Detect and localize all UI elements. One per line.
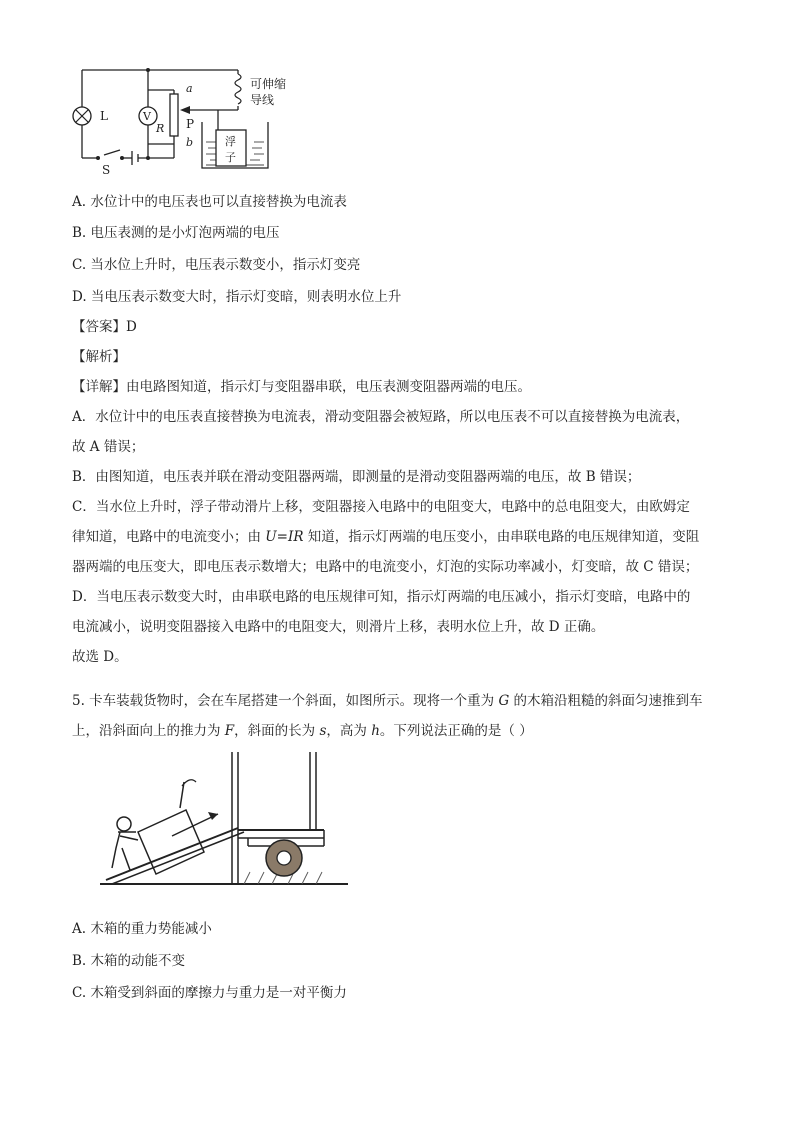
end-b-label: b bbox=[186, 136, 194, 149]
detail-c-line3: 器两端的电压变大，即电压表示数增大；电路中的电流变小，灯泡的实际功率减小，灯变暗，故 C 错误； bbox=[72, 559, 699, 575]
q5-height-symbol: h bbox=[371, 723, 380, 739]
lamp-label: L bbox=[100, 109, 108, 123]
float-label-2: 子 bbox=[225, 151, 236, 164]
detail-b-line1: B．由图知道，电压表并联在滑动变阻器两端，即测量的是滑动变阻器两端的电压，故 B 错误； bbox=[72, 469, 641, 485]
detail-intro: 由电路图知道，指示灯与变阻器串联，电压表测变阻器两端的电压。 bbox=[126, 379, 531, 395]
detail-paragraph bbox=[72, 372, 722, 672]
detail-c-line1: C．当水位上升时，浮子带动滑片上移，变阻器接入电路中的电阻变大，电路中的总电阻变大，由欧姆定 bbox=[72, 499, 690, 515]
q5-l2-part4: 。下列说法正确的是（ ） bbox=[379, 723, 533, 739]
q5-l2-part3: ，高为 bbox=[326, 723, 372, 739]
q5-l1-end: 的木箱沿粗糙的斜面匀速推到车 bbox=[509, 693, 703, 709]
answer-line bbox=[72, 317, 137, 337]
formula: U=IR bbox=[265, 529, 304, 545]
slider-label: P bbox=[186, 117, 195, 131]
q5-stem bbox=[72, 686, 722, 746]
answer-value: D bbox=[126, 319, 137, 335]
switch-label: S bbox=[102, 163, 111, 177]
voltmeter-label: V bbox=[143, 110, 151, 123]
q5-l2-part2: ，斜面的长为 bbox=[234, 723, 320, 739]
answer-label: 【答案】 bbox=[72, 319, 126, 335]
detail-c-line2 bbox=[72, 522, 722, 552]
wire-label-line2: 导线 bbox=[250, 93, 275, 107]
q5-l2-part1: 上，沿斜面向上的推力为 bbox=[72, 723, 225, 739]
detail-conclusion: 故选 D。 bbox=[72, 649, 128, 665]
q4-option-b: B. 电压表测的是小灯泡两端的电压 bbox=[72, 225, 280, 241]
wire-label-line1: 可伸缩 bbox=[250, 77, 287, 91]
q5-weight-symbol: G bbox=[498, 693, 510, 709]
circuit-diagram bbox=[70, 62, 310, 178]
resistor-label: R bbox=[156, 122, 165, 135]
float-label-1: 浮 bbox=[225, 135, 236, 148]
q5-length-symbol: s bbox=[319, 723, 327, 739]
q5-option-b: B. 木箱的动能不变 bbox=[72, 953, 186, 969]
detail-d-line2: 电流减小，说明变阻器接入电路中的电阻变大，则滑片上移，表明水位上升，故 D 正确。 bbox=[72, 619, 605, 635]
detail-c-line2-end: 知道，指示灯两端的电压变小，由串联电路的电压规律知道，变阻 bbox=[303, 529, 700, 545]
detail-d-line1: D．当电压表示数变大时，由串联电路的电压规律可知，指示灯两端的电压减小，指示灯变暗，电路中的 bbox=[72, 589, 691, 605]
q4-option-d: D. 当电压表示数变大时，指示灯变暗，则表明水位上升 bbox=[72, 289, 402, 305]
detail-a-line2: 故 A 错误； bbox=[72, 439, 145, 455]
detail-label: 【详解】 bbox=[72, 379, 126, 395]
q5-l1-start: 5. 卡车装载货物时，会在车尾搭建一个斜面，如图所示。现将一个重为 bbox=[72, 693, 499, 709]
q4-option-a: A. 水位计中的电压表也可以直接替换为电流表 bbox=[72, 194, 347, 210]
detail-a-line1: A．水位计中的电压表直接替换为电流表，滑动变阻器会被短路，所以电压表不可以直接替换为电流表， bbox=[72, 409, 690, 425]
analysis-label: 【解析】 bbox=[72, 349, 126, 365]
detail-intro-line bbox=[72, 372, 722, 402]
q5-force-symbol: F bbox=[224, 723, 235, 739]
q5-line1 bbox=[72, 686, 722, 716]
q5-option-a: A. 木箱的重力势能减小 bbox=[72, 921, 212, 937]
detail-c-line2-start: 律知道，电路中的电流变小；由 bbox=[72, 529, 266, 545]
end-a-label: a bbox=[186, 82, 193, 95]
truck-ramp-illustration bbox=[98, 748, 350, 890]
q4-option-c: C. 当水位上升时，电压表示数变小，指示灯变亮 bbox=[72, 257, 361, 273]
q5-option-c: C. 木箱受到斜面的摩擦力与重力是一对平衡力 bbox=[72, 985, 347, 1001]
q5-line2 bbox=[72, 716, 722, 746]
